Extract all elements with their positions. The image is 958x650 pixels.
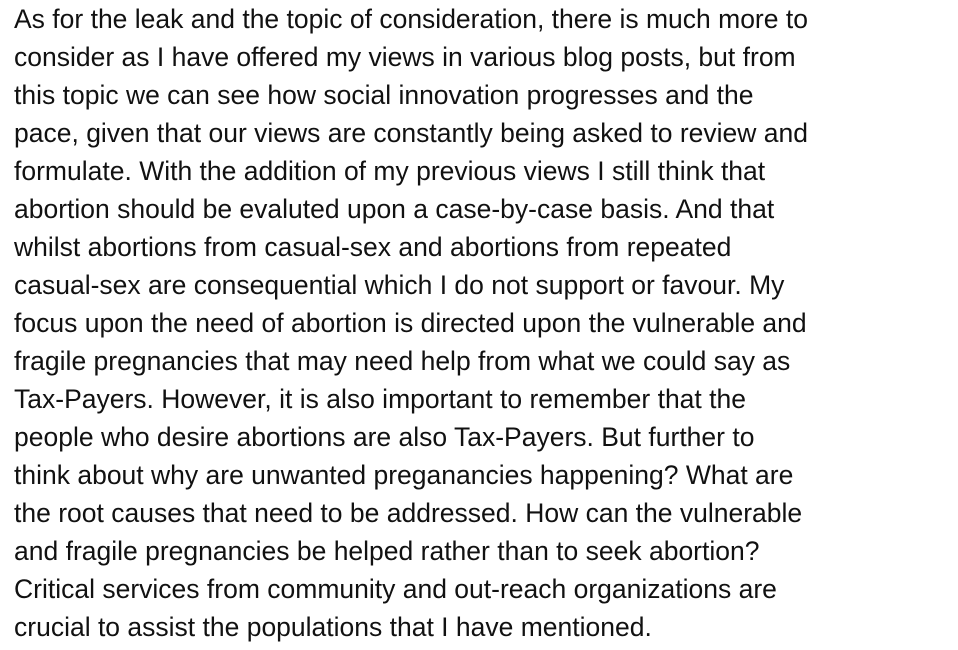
text-line: crucial to assist the populations that I have mentioned. (14, 612, 652, 642)
text-line: pace, given that our views are constantly being asked to review and (14, 118, 808, 148)
text-line: and fragile pregnancies be helped rather than to seek abortion? (14, 536, 760, 566)
text-line: Tax-Payers. However, it is also important to remember that the (14, 384, 746, 414)
text-line: the root causes that need to be addressed. How can the vulnerable (14, 498, 803, 528)
post-body (14, 0, 954, 646)
text-line: As for the leak and the topic of consideration, there is much more to (14, 4, 808, 34)
text-line: fragile pregnancies that may need help from what we could say as (14, 346, 791, 376)
text-line: consider as I have offered my views in various blog posts, but from (14, 42, 796, 72)
text-line: whilst abortions from casual-sex and abortions from repeated (14, 232, 732, 262)
text-line: Critical services from community and out-reach organizations are (14, 574, 777, 604)
text-line: think about why are unwanted preganancies happening? What are (14, 460, 794, 490)
text-line: casual-sex are consequential which I do not support or favour. My (14, 270, 785, 300)
text-line: this topic we can see how social innovation progresses and the (14, 80, 754, 110)
text-line: people who desire abortions are also Tax-Payers. But further to (14, 422, 755, 452)
text-line: formulate. With the addition of my previous views I still think that (14, 156, 766, 186)
text-line: focus upon the need of abortion is directed upon the vulnerable and (14, 308, 807, 338)
text-line: abortion should be evaluted upon a case-by-case basis. And that (14, 194, 775, 224)
